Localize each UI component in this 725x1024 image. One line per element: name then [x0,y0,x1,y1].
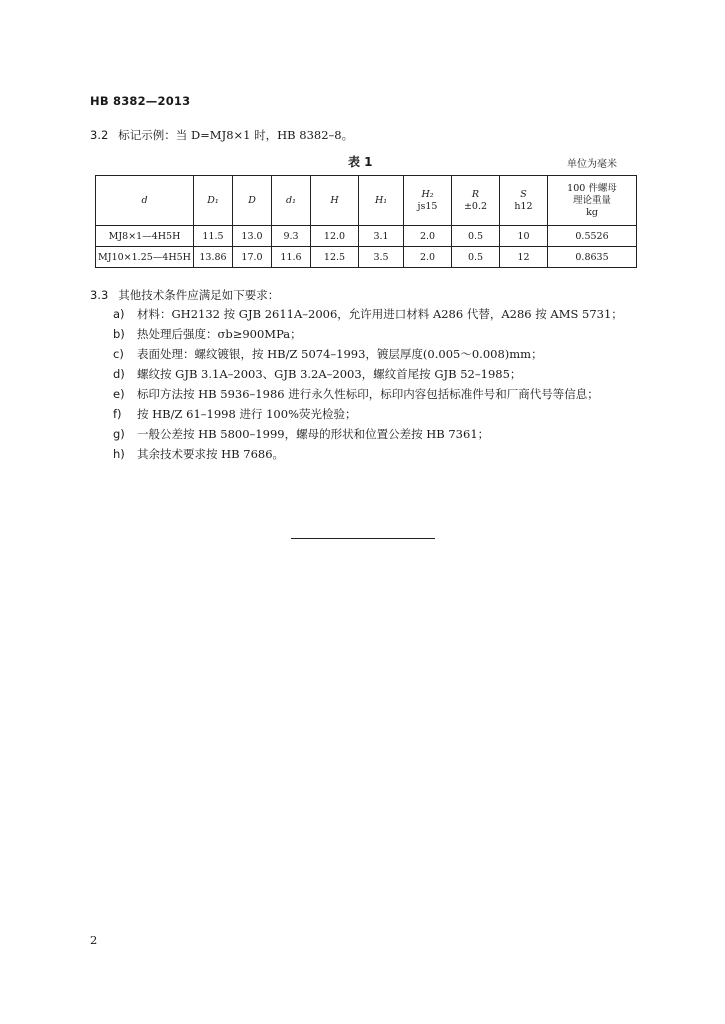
header-cell: D₁ [194,176,233,226]
section-number: 3.2 [90,128,109,142]
end-divider [291,538,435,539]
table-cell: 2.0 [404,247,452,268]
table-cell: 10 [500,226,548,247]
table-row [96,247,637,268]
section-3-3 [90,287,279,303]
section-number: 3.3 [90,288,109,302]
header-cell: D [233,176,272,226]
list-item: a) 材料：GH2132 按 GJB 2611A–2006，允许用进口材料 A286 代替，A286 按 AMS 5731； [113,307,623,321]
header-cell: d₁ [272,176,311,226]
spec-table [95,175,637,268]
document-code: HB 8382—2013 [90,94,191,108]
section-text: 标记示例：当 D=MJ8×1 时，HB 8382–8。 [118,128,354,142]
list-item: h) 其余技术要求按 HB 7686。 [113,447,285,461]
header-cell: H₂ js15 [404,176,452,226]
list-item: f) 按 HB/Z 61–1998 进行 100%荧光检验； [113,407,357,421]
header-cell: 100 件螺母 理论重量 kg [548,176,637,226]
table-cell: 11.6 [272,247,311,268]
table-cell: 0.5 [452,247,500,268]
table-cell: 0.5 [452,226,500,247]
header-cell: H₁ [359,176,404,226]
table-cell: 9.3 [272,226,311,247]
list-item: b) 热处理后强度：σb≥900MPa； [113,327,302,341]
table-cell: MJ10×1.25—4H5H [96,247,194,268]
section-text: 其他技术条件应满足如下要求： [118,288,280,302]
table-cell: 0.5526 [548,226,637,247]
page-number: 2 [90,933,98,947]
list-item: d) 螺纹按 GJB 3.1A–2003、GJB 3.2A–2003，螺纹首尾按 GJB 52–1985； [113,367,522,381]
list-item: c) 表面处理：螺纹镀银，按 HB/Z 5074–1993，镀层厚度(0.005～0.008)mm； [113,347,543,361]
header-cell: R ±0.2 [452,176,500,226]
table-cell: 13.86 [194,247,233,268]
table-header-row [96,176,637,226]
header-cell: H [311,176,359,226]
table-cell: 2.0 [404,226,452,247]
header-cell: d [96,176,194,226]
table-cell: 11.5 [194,226,233,247]
table-cell: 12.0 [311,226,359,247]
table-cell: 13.0 [233,226,272,247]
table-title: 表 1 [348,155,373,169]
table-unit: 单位为毫米 [567,159,617,170]
list-item: g) 一般公差按 HB 5800–1999，螺母的形状和位置公差按 HB 7361； [113,427,490,441]
header-cell: S h12 [500,176,548,226]
list-item: e) 标印方法按 HB 5936–1986 进行永久性标印，标印内容包括标准件号和厂商代号等信息； [113,387,599,401]
table-cell: 17.0 [233,247,272,268]
table-cell: 3.5 [359,247,404,268]
table-cell: 3.1 [359,226,404,247]
table-cell: 0.8635 [548,247,637,268]
section-3-2 [90,127,353,143]
table-cell: 12 [500,247,548,268]
table-cell: MJ8×1—4H5H [96,226,194,247]
table-cell: 12.5 [311,247,359,268]
table-row [96,226,637,247]
